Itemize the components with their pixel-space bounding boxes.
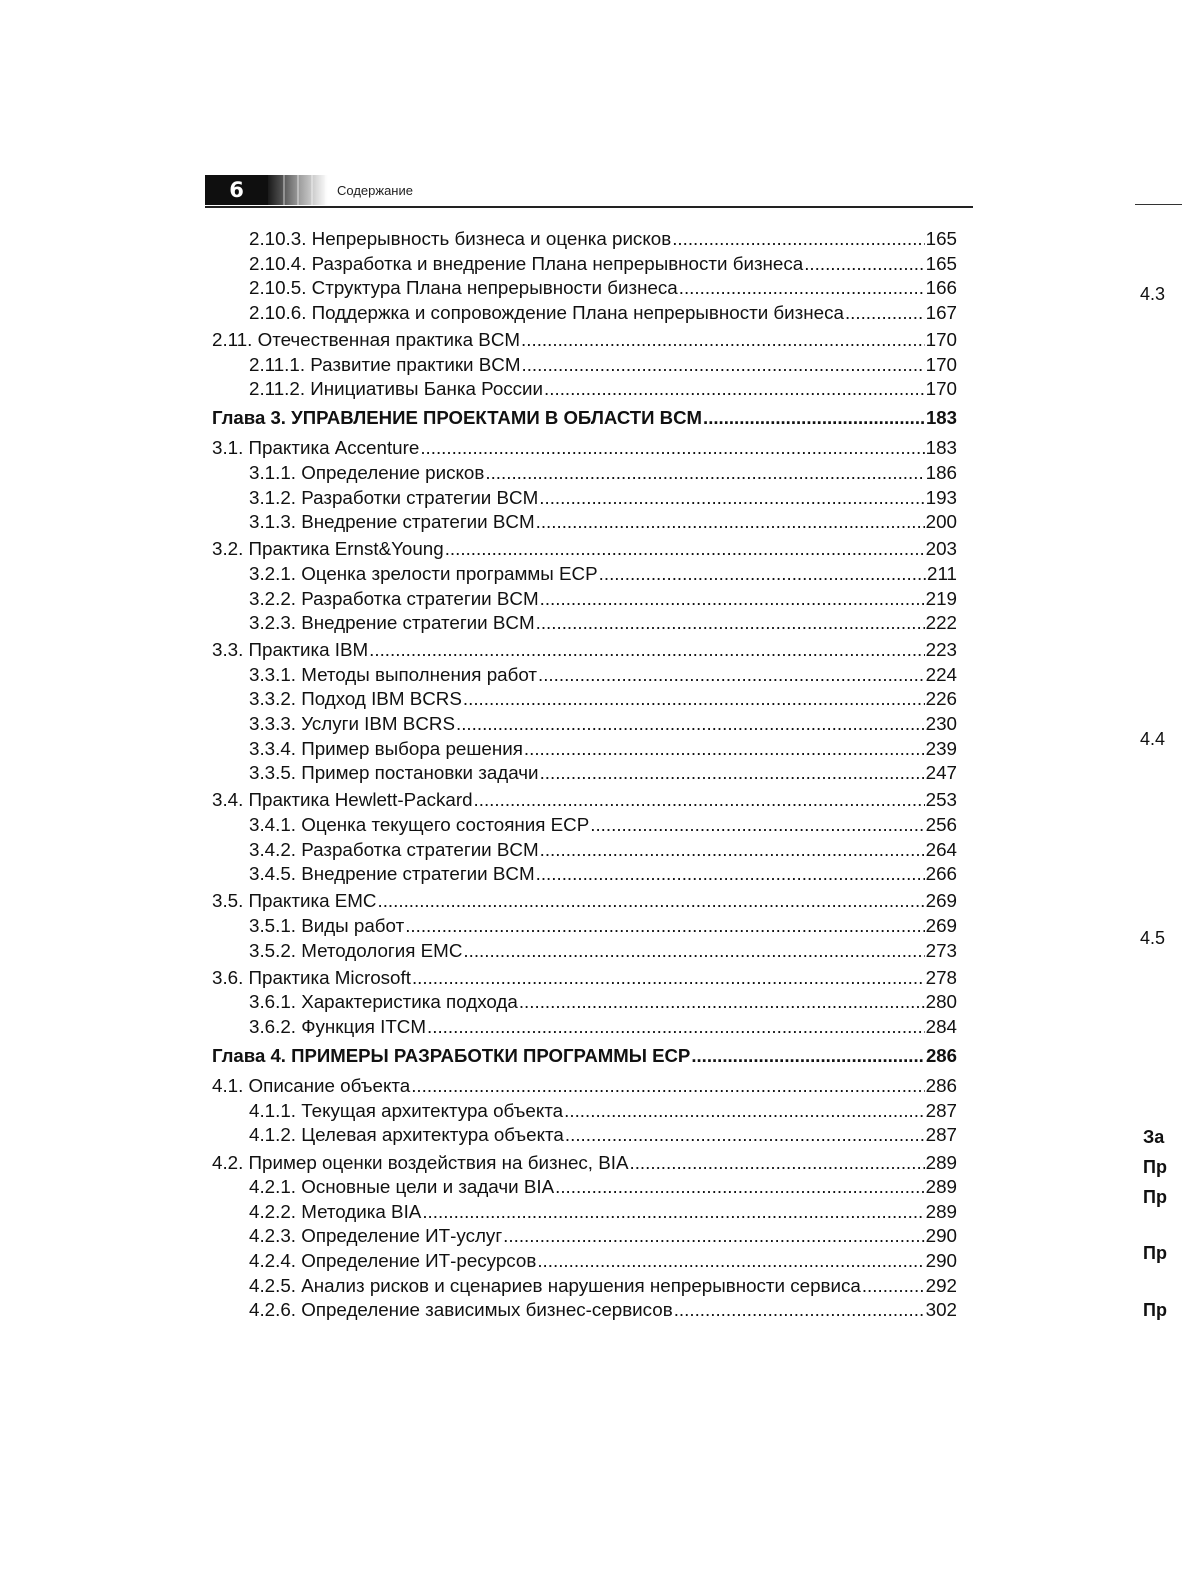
dot-leader bbox=[679, 277, 925, 299]
toc-subsection-entry[interactable] bbox=[212, 1176, 957, 1201]
dot-leader bbox=[540, 839, 925, 861]
toc-subsection-entry[interactable] bbox=[212, 1100, 957, 1125]
dot-leader bbox=[804, 253, 924, 275]
header-rule bbox=[205, 206, 973, 208]
toc-entry-page: 224 bbox=[925, 663, 957, 685]
toc-entry-title: Глава 3. УПРАВЛЕНИЕ ПРОЕКТАМИ В ОБЛАСТИ BCM bbox=[212, 406, 703, 428]
dot-leader bbox=[422, 1201, 924, 1223]
facing-page-fragment: Пр bbox=[1143, 1243, 1167, 1263]
toc-entry-page: 302 bbox=[925, 1299, 957, 1321]
toc-entry-page: 264 bbox=[925, 838, 957, 860]
dot-leader bbox=[691, 1045, 925, 1067]
toc-subsection-entry[interactable] bbox=[212, 915, 957, 940]
toc-subsection-entry[interactable] bbox=[212, 612, 957, 637]
toc-entry-page: 286 bbox=[925, 1044, 957, 1066]
toc-entry-title: 2.11.2. Инициативы Банка России bbox=[249, 378, 544, 400]
facing-page-fragment: Пр bbox=[1143, 1300, 1167, 1320]
toc-entry-title: 3.1.3. Внедрение стратегии BCM bbox=[249, 511, 535, 533]
toc-entry-title: 3.6.2. Функция ITCM bbox=[249, 1015, 427, 1037]
toc-entry-title: 2.10.5. Структура Плана непрерывности бизнеса bbox=[249, 277, 678, 299]
dot-leader bbox=[377, 890, 924, 912]
dot-leader bbox=[369, 639, 925, 661]
toc-entry-page: 166 bbox=[925, 277, 957, 299]
toc-entry-page: 284 bbox=[925, 1015, 957, 1037]
dot-leader bbox=[521, 329, 925, 351]
toc-subsection-entry[interactable] bbox=[212, 713, 957, 738]
facing-page-rule bbox=[1135, 204, 1182, 205]
facing-page-fragment: 4.3 bbox=[1140, 284, 1166, 304]
dot-leader bbox=[519, 991, 925, 1013]
toc-subsection-entry[interactable] bbox=[212, 839, 957, 864]
toc-entry-page: 286 bbox=[925, 1075, 957, 1097]
toc-entry-page: 280 bbox=[925, 991, 957, 1013]
dot-leader bbox=[630, 1152, 925, 1174]
dot-leader bbox=[845, 302, 925, 324]
toc-subsection-entry[interactable] bbox=[212, 863, 957, 888]
toc-subsection-entry[interactable] bbox=[212, 664, 957, 689]
dot-leader bbox=[536, 612, 925, 634]
toc-subsection-entry[interactable] bbox=[212, 991, 957, 1016]
toc-entry-title: 3.3.3. Услуги IBM BCRS bbox=[249, 713, 455, 735]
toc-subsection-entry[interactable] bbox=[212, 487, 957, 512]
dot-leader bbox=[420, 437, 924, 459]
dot-leader bbox=[565, 1124, 925, 1146]
facing-page-fragment: 4.4 bbox=[1140, 729, 1166, 749]
toc-entry-title: 3.2.3. Внедрение стратегии BCM bbox=[249, 612, 535, 634]
toc-entry-title: 4.2.5. Анализ рисков и сценариев нарушения непрерывности сервиса bbox=[249, 1274, 861, 1296]
toc-section-entry[interactable] bbox=[212, 1075, 957, 1100]
toc-entry-page: 273 bbox=[925, 939, 957, 961]
dot-leader bbox=[524, 738, 925, 760]
toc-entry-title: 3.3. Практика IBM bbox=[212, 639, 369, 661]
toc-entry-title: 4.2.1. Основные цели и задачи BIA bbox=[249, 1176, 555, 1198]
toc-entry-title: 2.11. Отечественная практика BCM bbox=[212, 328, 521, 350]
toc-subsection-entry[interactable] bbox=[212, 563, 957, 588]
toc-entry-page: 193 bbox=[925, 486, 957, 508]
dot-leader bbox=[555, 1176, 925, 1198]
toc-entry-title: 3.3.1. Методы выполнения работ bbox=[249, 663, 537, 685]
toc-entry-title: 4.1. Описание объекта bbox=[212, 1075, 411, 1097]
toc-entry-title: Глава 4. ПРИМЕРЫ РАЗРАБОТКИ ПРОГРАММЫ ECP bbox=[212, 1044, 691, 1066]
toc-subsection-entry[interactable] bbox=[212, 354, 957, 379]
running-header bbox=[205, 175, 973, 207]
toc-section-entry[interactable] bbox=[212, 890, 957, 915]
toc-entry-page: 226 bbox=[925, 688, 957, 710]
toc-entry-page: 219 bbox=[925, 587, 957, 609]
toc-entry-page: 256 bbox=[925, 814, 957, 836]
dot-leader bbox=[674, 1299, 925, 1321]
dot-leader bbox=[862, 1275, 925, 1297]
dot-leader bbox=[485, 462, 924, 484]
toc-entry-page: 223 bbox=[925, 639, 957, 661]
toc-entry-page: 165 bbox=[925, 252, 957, 274]
toc-entry-title: 3.3.2. Подход IBM BCRS bbox=[249, 688, 462, 710]
toc-entry-title: 3.6.1. Характеристика подхода bbox=[249, 991, 518, 1013]
facing-page-fragment: За bbox=[1143, 1127, 1165, 1147]
dot-leader bbox=[463, 940, 924, 962]
dot-leader bbox=[672, 228, 924, 250]
facing-page-fragment: 4.5 bbox=[1140, 928, 1166, 948]
toc-entry-page: 186 bbox=[925, 461, 957, 483]
dot-leader bbox=[474, 789, 925, 811]
toc-entry-title: 3.4.1. Оценка текущего состояния ECP bbox=[249, 814, 590, 836]
dot-leader bbox=[503, 1225, 924, 1247]
toc-entry-page: 292 bbox=[925, 1274, 957, 1296]
dot-leader bbox=[412, 967, 925, 989]
toc-entry-page: 278 bbox=[925, 966, 957, 988]
toc-entry-title: 3.5.2. Методология EMC bbox=[249, 939, 463, 961]
toc-entry-title: 2.10.6. Поддержка и сопровождение Плана непрерывности бизнеса bbox=[249, 301, 844, 323]
toc-entry-title: 3.1. Практика Accenture bbox=[212, 437, 420, 459]
toc-subsection-entry[interactable] bbox=[212, 378, 957, 403]
toc-entry-page: 211 bbox=[927, 562, 957, 584]
toc-entry-title: 3.5.1. Виды работ bbox=[249, 915, 405, 936]
dot-leader bbox=[538, 664, 925, 686]
toc-section-entry[interactable] bbox=[212, 639, 957, 664]
toc-chapter-entry[interactable] bbox=[212, 407, 957, 435]
dot-leader bbox=[540, 762, 925, 784]
toc-entry-title: 3.2. Практика Ernst&Young bbox=[212, 538, 444, 560]
toc-subsection-entry[interactable] bbox=[212, 762, 957, 787]
toc-entry-title: 4.2.2. Методика BIA bbox=[249, 1200, 422, 1222]
toc-entry-page: 247 bbox=[925, 762, 957, 784]
toc-section-entry[interactable] bbox=[212, 437, 957, 462]
dot-leader bbox=[590, 814, 924, 836]
toc-subsection-entry[interactable] bbox=[212, 940, 957, 965]
dot-leader bbox=[539, 487, 924, 509]
toc-entry-page: 203 bbox=[925, 538, 957, 560]
toc-subsection-entry[interactable] bbox=[212, 1250, 957, 1275]
dot-leader bbox=[427, 1016, 925, 1038]
toc-entry-title: 3.2.2. Разработка стратегии BCM bbox=[249, 587, 539, 609]
toc-entry-title: 3.1.2. Разработки стратегии BCM bbox=[249, 486, 539, 508]
toc-entry-title: 3.4. Практика Hewlett-Packard bbox=[212, 789, 473, 811]
dot-leader bbox=[564, 1100, 925, 1122]
toc-entry-title: 3.4.2. Разработка стратегии BCM bbox=[249, 838, 539, 860]
dot-leader bbox=[411, 1075, 924, 1097]
toc-section-entry[interactable] bbox=[212, 789, 957, 814]
toc-entry-page: 253 bbox=[925, 789, 957, 811]
dot-leader bbox=[521, 354, 924, 376]
toc-entry-title: 3.4.5. Внедрение стратегии BCM bbox=[249, 863, 535, 885]
toc-section-entry[interactable] bbox=[212, 329, 957, 354]
toc-entry-title: 3.3.5. Пример постановки задачи bbox=[249, 762, 539, 784]
dot-leader bbox=[703, 407, 925, 429]
toc-subsection-entry[interactable] bbox=[212, 588, 957, 613]
toc-entry-title: 4.2.3. Определение ИТ-услуг bbox=[249, 1225, 503, 1247]
toc-entry-page: 183 bbox=[925, 406, 957, 428]
toc-chapter-entry[interactable] bbox=[212, 1045, 957, 1073]
toc-subsection-entry[interactable] bbox=[212, 1225, 957, 1250]
page-number: 6 bbox=[205, 175, 268, 205]
toc-subsection-entry[interactable] bbox=[212, 1201, 957, 1226]
header-gradient-stripes bbox=[271, 175, 327, 205]
toc-entry-title: 2.10.4. Разработка и внедрение Плана непрерывности бизнеса bbox=[249, 252, 804, 274]
dot-leader bbox=[599, 563, 926, 585]
dot-leader bbox=[463, 688, 925, 710]
toc-entry-page: 266 bbox=[925, 863, 957, 885]
toc-entry-page: 269 bbox=[925, 915, 957, 936]
toc-section-entry[interactable] bbox=[212, 1152, 957, 1177]
dot-leader bbox=[456, 713, 925, 735]
toc-subsection-entry[interactable] bbox=[212, 814, 957, 839]
dot-leader bbox=[540, 588, 925, 610]
toc-subsection-entry[interactable] bbox=[212, 511, 957, 536]
toc-entry-title: 4.2. Пример оценки воздействия на бизнес, BIA bbox=[212, 1151, 629, 1173]
running-header-title: Содержание bbox=[337, 183, 413, 198]
toc-subsection-entry[interactable] bbox=[212, 277, 957, 302]
toc-entry-title: 3.6. Практика Microsoft bbox=[212, 966, 411, 988]
toc-entry-title: 4.1.1. Текущая архитектура объекта bbox=[249, 1099, 564, 1121]
dot-leader bbox=[537, 1250, 924, 1272]
dot-leader bbox=[445, 538, 925, 560]
toc-entry-title: 3.1.1. Определение рисков bbox=[249, 461, 485, 483]
toc-entry-page: 289 bbox=[925, 1151, 957, 1173]
toc-entry-page: 165 bbox=[925, 228, 957, 249]
toc-entry-title: 4.2.4. Определение ИТ-ресурсов bbox=[249, 1249, 537, 1271]
dot-leader bbox=[536, 511, 925, 533]
toc-entry-page: 290 bbox=[925, 1249, 957, 1271]
toc-subsection-entry[interactable] bbox=[212, 228, 957, 253]
toc-entry-page: 183 bbox=[925, 437, 957, 459]
toc-subsection-entry[interactable] bbox=[212, 1016, 957, 1041]
toc-entry-title: 4.1.2. Целевая архитектура объекта bbox=[249, 1124, 564, 1146]
toc-entry-title: 3.5. Практика EMC bbox=[212, 890, 377, 912]
dot-leader bbox=[544, 378, 925, 400]
toc-entry-title: 4.2.6. Определение зависимых бизнес-сервисов bbox=[249, 1299, 673, 1321]
toc-entry-page: 287 bbox=[925, 1124, 957, 1146]
toc-subsection-entry[interactable] bbox=[212, 1275, 957, 1300]
toc-entry-page: 170 bbox=[925, 378, 957, 400]
toc-entry-page: 269 bbox=[925, 890, 957, 912]
toc-subsection-entry[interactable] bbox=[212, 688, 957, 713]
toc-entry-page: 230 bbox=[925, 713, 957, 735]
toc-subsection-entry[interactable] bbox=[212, 1299, 957, 1324]
toc-entry-page: 239 bbox=[925, 737, 957, 759]
toc-entry-page: 170 bbox=[925, 353, 957, 375]
toc-entry-page: 290 bbox=[925, 1225, 957, 1247]
toc-subsection-entry[interactable] bbox=[212, 302, 957, 327]
table-of-contents bbox=[212, 228, 957, 1324]
toc-entry-page: 222 bbox=[925, 612, 957, 634]
facing-page-fragment: Пр bbox=[1143, 1157, 1167, 1177]
toc-entry-title: 3.3.4. Пример выбора решения bbox=[249, 737, 523, 759]
toc-entry-title: 2.10.3. Непрерывность бизнеса и оценка рисков bbox=[249, 228, 672, 249]
toc-entry-page: 170 bbox=[925, 328, 957, 350]
toc-subsection-entry[interactable] bbox=[212, 462, 957, 487]
toc-entry-page: 289 bbox=[925, 1176, 957, 1198]
toc-subsection-entry[interactable] bbox=[212, 738, 957, 763]
toc-section-entry[interactable] bbox=[212, 967, 957, 992]
toc-entry-page: 287 bbox=[925, 1099, 957, 1121]
toc-subsection-entry[interactable] bbox=[212, 1124, 957, 1149]
toc-entry-page: 289 bbox=[925, 1200, 957, 1222]
toc-subsection-entry[interactable] bbox=[212, 253, 957, 278]
toc-entry-page: 200 bbox=[925, 511, 957, 533]
dot-leader bbox=[405, 915, 924, 937]
toc-entry-title: 3.2.1. Оценка зрелости программы ECP bbox=[249, 562, 598, 584]
facing-page-fragment: Пр bbox=[1143, 1187, 1167, 1207]
toc-entry-page: 167 bbox=[925, 301, 957, 323]
toc-entry-title: 2.11.1. Развитие практики BCM bbox=[249, 353, 521, 375]
dot-leader bbox=[536, 863, 925, 885]
toc-section-entry[interactable] bbox=[212, 538, 957, 563]
